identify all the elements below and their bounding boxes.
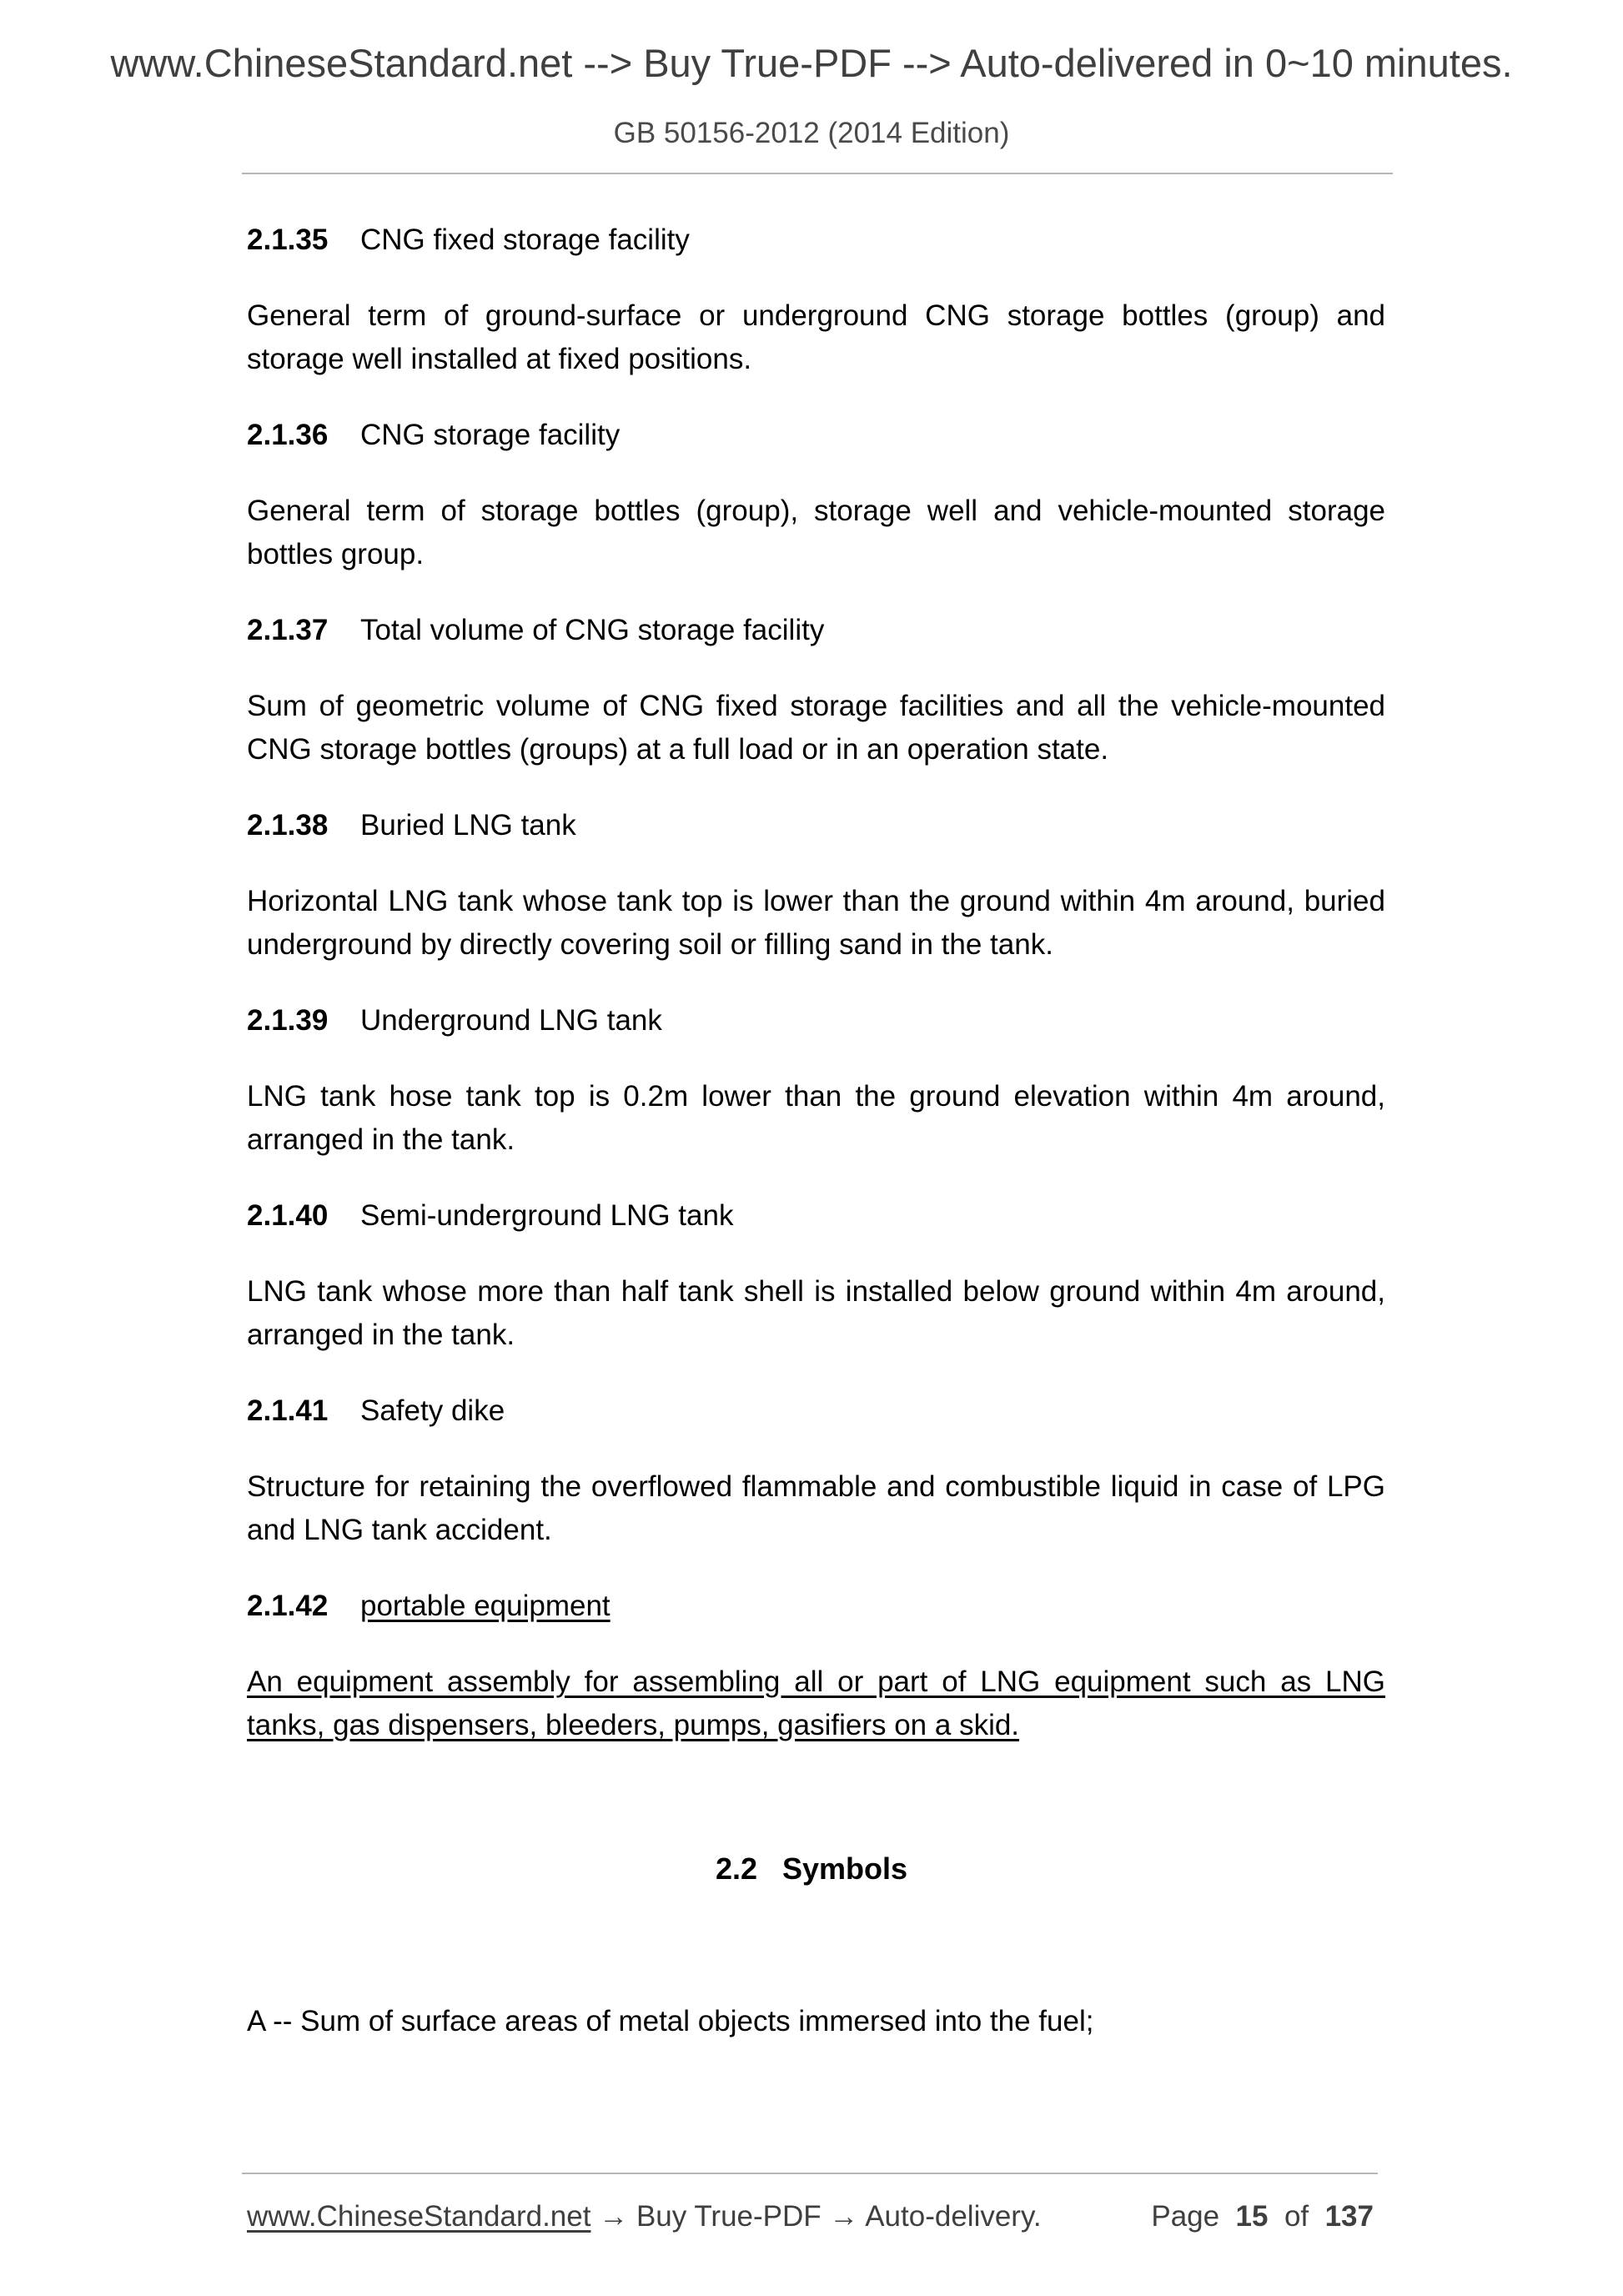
definition-term [247,414,1385,457]
definition-number: 2.1.35 [247,224,329,256]
arrow-right-icon: → [599,2200,629,2233]
definition-text: Sum of geometric volume of CNG fixed storage facilities and all the vehicle-mounted CNG storage bottles (groups) at a full load or in an operation state. [247,690,1385,766]
footer-divider [242,2173,1378,2174]
definition-term [247,219,1385,262]
standard-title: GB 50156-2012 (2014 Edition) [613,117,1010,149]
footer-delivery-text: Auto-delivery. [865,2200,1042,2233]
section-title: Symbols [782,1851,908,1886]
header-divider [242,173,1393,174]
definition-item [247,219,1385,381]
definition-text: General term of ground-surface or underground CNG storage bottles (group) and storage well installed at fixed positions. [247,299,1385,375]
page-number: 15 [1235,2200,1269,2233]
definition-number: 2.1.41 [247,1394,329,1427]
definition-term-label: Safety dike [360,1394,505,1427]
footer-buy-text: Buy True-PDF [636,2200,822,2233]
definition-item [247,609,1385,771]
definition-item [247,1585,1385,1747]
definition-term [247,804,1385,847]
section-number: 2.2 [715,1851,757,1886]
definition-text: LNG tank whose more than half tank shell is installed below ground within 4m around, arranged in the tank. [247,1275,1385,1351]
page-indicator [1151,2200,1374,2233]
definition-number: 2.1.37 [247,614,329,646]
footer-promo [247,2200,1042,2233]
definition-term [247,1389,1385,1433]
definition-item [247,1389,1385,1552]
definition-item [247,1194,1385,1357]
definition-number: 2.1.39 [247,1004,329,1037]
definition-text: Horizontal LNG tank whose tank top is lower than the ground within 4m around, buried underground by directly covering soil or filling sand in the tank. [247,885,1385,961]
definition-number: 2.1.42 [247,1590,329,1622]
header-banner[interactable]: www.ChineseStandard.net --> Buy True-PDF --> Auto-delivered in 0~10 minutes. [110,41,1513,85]
definition-term-label: Underground LNG tank [360,1004,662,1037]
definition-term-label: Buried LNG tank [360,809,576,842]
definition-text: General term of storage bottles (group), storage well and vehicle-mounted storage bottles group. [247,495,1385,570]
definitions-list [247,219,1385,1780]
total-pages: 137 [1324,2200,1374,2233]
definition-item [247,414,1385,576]
arrow-right-icon: → [829,2200,859,2233]
definition-number: 2.1.40 [247,1199,329,1232]
footer-site-link[interactable]: www.ChineseStandard.net [247,2200,591,2233]
definition-term-label: CNG fixed storage facility [360,224,690,256]
definition-text: An equipment assembly for assembling all or part of LNG equipment such as LNG tanks, gas dispensers, bleeders, pumps, gasifiers on a skid. [247,1665,1385,1741]
definition-number: 2.1.36 [247,419,329,451]
section-heading [0,1851,1623,1887]
definition-term-label: Total volume of CNG storage facility [360,614,825,646]
symbol-entry: A -- Sum of surface areas of metal objects immersed into the fuel; [247,2005,1094,2037]
definition-number: 2.1.38 [247,809,329,842]
definition-term [247,609,1385,652]
definition-text: Structure for retaining the overflowed flammable and combustible liquid in case of LPG and LNG tank accident. [247,1470,1385,1546]
definition-term-label: Semi-underground LNG tank [360,1199,734,1232]
definition-term [247,1585,1385,1628]
definition-term [247,999,1385,1042]
definition-term-label: CNG storage facility [360,419,621,451]
of-label: of [1284,2200,1309,2233]
definition-item [247,804,1385,967]
definition-term [247,1194,1385,1238]
definition-term-label: portable equipment [360,1590,611,1622]
page-label: Page [1151,2200,1220,2233]
definition-text: LNG tank hose tank top is 0.2m lower than the ground elevation within 4m around, arranged in the tank. [247,1080,1385,1156]
definition-item [247,999,1385,1162]
